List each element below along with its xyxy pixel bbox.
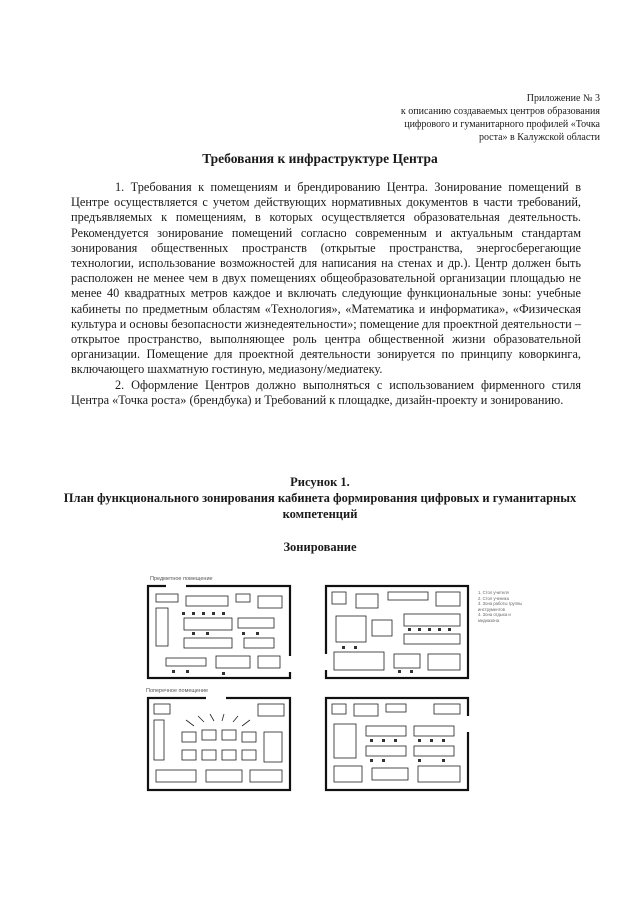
figure-number: Рисунок 1. (290, 475, 350, 489)
legend-item: 3. Зона работы группы (478, 601, 523, 606)
floor-plan-1 (146, 584, 292, 684)
legend-item: инструментов (478, 606, 505, 612)
floor-plan-2 (324, 584, 470, 684)
document-title: Требования к инфраструктуре Центра (202, 151, 438, 166)
paragraph-2: 2. Оформление Центров должно выполняться с использованием фирменного стиля Центра «Точка роста» (брендбука) и Требований к площадке, дизайн-проекту и зонированию. (71, 377, 581, 407)
figure-title (60, 474, 580, 522)
plan-label-bottom: Поперечное помещение (146, 688, 209, 694)
floor-plan-4 (324, 696, 470, 796)
appendix-line-2: к описанию создаваемых центров образования (400, 106, 600, 117)
plan-legend (478, 590, 548, 623)
legend-item: 1. Стол учителя (478, 590, 509, 595)
body-text (71, 180, 581, 408)
legend-item: 4. Зона отдыха и (478, 612, 511, 617)
appendix-line-3: цифрового и гуманитарного профилей «Точка (404, 119, 600, 130)
legend-item: 2. Стол ученика (478, 595, 509, 601)
floor-plan-3 (146, 696, 292, 796)
zoning-heading: Зонирование (283, 540, 357, 554)
paragraph-1: 1. Требования к помещениям и брендированию Центра. Зонирование помещений в Центре осуществляется с учетом действующих нормативных документов в части требований, предъявляемых к помещениям, в которых осуществляется образовательная деятельность. Рекомендуется зонирование помещений согласно современным и актуальным стандартам зонирования общественных пространств (открытые пространства, энергосберегающие технологии, использование возможностей для написания на стенах и др.). Центр должен быть расположен не менее чем в двух помещениях общеобразовательной организации площадью не менее 40 квадратных метров каждое и включать следующие функциональные зоны: учебные кабинеты по предметным областям «Технология», «Математика и информатика», «Физическая культура и основы безопасности жизнедеятельности»; помещение для проектной деятельности – открытое пространство, выполняющее роль центра общественной жизни образовательной организации. Помещение для проектной деятельности зонируется по принципу коворкинга, включающего шахматную гостиную, медиазону/медиатеку. (71, 180, 581, 377)
plan-label-top: Предметное помещение (150, 576, 213, 582)
appendix-line-4: роста» в Калужской области (478, 132, 600, 143)
figure-caption: План функционального зонирования кабинета формирования цифровых и гуманитарных компетенций (63, 491, 577, 521)
legend-item: медиазона (478, 617, 500, 623)
appendix-note (340, 92, 600, 144)
appendix-line-1: Приложение № 3 (526, 93, 600, 104)
